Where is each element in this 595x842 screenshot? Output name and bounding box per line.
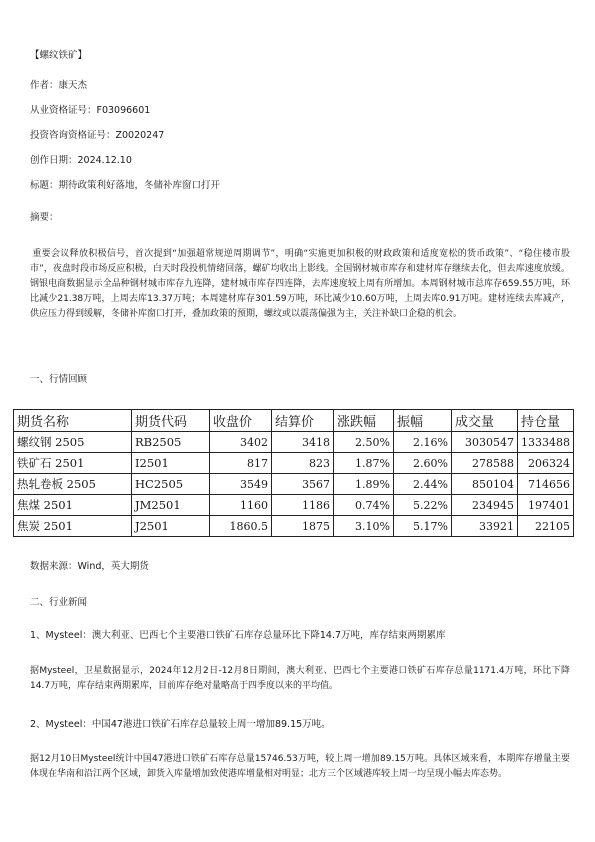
table-cell: 817 bbox=[210, 453, 272, 474]
table-cell: 3567 bbox=[272, 474, 334, 495]
table-cell: 1186 bbox=[272, 495, 334, 516]
table-cell: 3418 bbox=[272, 432, 334, 453]
table-cell: 2.44% bbox=[394, 474, 452, 495]
abstract-label: 摘要： bbox=[30, 212, 59, 223]
abstract-paragraph: 重要会议释放积极信号，首次提到“加强超常规逆周期调节”，明确“实施更加积极的财政政策和适度宽松的货币政策”、“稳住楼市股市”，夜盘时段市场反应积极，白天时段投机情绪回落，螺矿均收出上影线。全国钢材城市库存和建材库存继续去化，但去库速度放缓。钢银电商数据显示全品种钢材城市库存九连降，建材城市库存四连降，去库速度较上周有所增加。本周钢材城市总库存659.55万吨，环比减少21.38万吨，上周去库13.37万吨；本周建材库存301.59万吨，环比减少10.60万吨，上周去库0.91万吨。建材连续去库减产，供应压力得到缓解，冬储补库窗口打开，叠加政策的预期，螺纹或以震荡偏强为主，关注补缺口企稳的机会。 bbox=[30, 249, 570, 319]
column-header: 持仓量 bbox=[518, 410, 574, 432]
title-line: 标题：期待政策利好落地，冬储补库窗口打开 bbox=[30, 180, 221, 191]
table-cell: I2501 bbox=[132, 453, 210, 474]
table-header-row bbox=[14, 410, 574, 432]
column-header: 涨跌幅 bbox=[334, 410, 394, 432]
table-cell: 1160 bbox=[210, 495, 272, 516]
table-cell: 197401 bbox=[518, 495, 574, 516]
table-row bbox=[14, 474, 574, 495]
table-cell: 33921 bbox=[452, 516, 518, 537]
table-cell: RB2505 bbox=[132, 432, 210, 453]
table-row bbox=[14, 516, 574, 537]
table-cell: 1.89% bbox=[334, 474, 394, 495]
table-cell: 热轧卷板 2505 bbox=[14, 474, 132, 495]
table-cell: 5.17% bbox=[394, 516, 452, 537]
table-cell: HC2505 bbox=[132, 474, 210, 495]
table-cell: 206324 bbox=[518, 453, 574, 474]
news-2-body: 据12月10日Mysteel统计中国47港进口铁矿石库存总量15746.53万吨，较上周一增加89.15万吨。具体区域来看，本期库存增量主要体现在华南和沿江两个区域，卸货入库量增加致使港库增量相对明显；北方三个区域港库较上周一均呈现小幅去库态势。 bbox=[30, 754, 570, 779]
section-heading-market-review: 一、行情回顾 bbox=[30, 374, 88, 385]
table-cell: 0.74% bbox=[334, 495, 394, 516]
table-cell: 714656 bbox=[518, 474, 574, 495]
table-cell: 3.10% bbox=[334, 516, 394, 537]
qualification-line: 从业资格证号：F03096601 bbox=[30, 105, 151, 116]
column-header: 振幅 bbox=[394, 410, 452, 432]
date-line: 创作日期：2024.12.10 bbox=[30, 155, 132, 166]
table-cell: 278588 bbox=[452, 453, 518, 474]
table-cell: 3402 bbox=[210, 432, 272, 453]
table-row bbox=[14, 453, 574, 474]
table-cell: 1.87% bbox=[334, 453, 394, 474]
data-source-note: 数据来源：Wind，英大期货 bbox=[30, 561, 149, 572]
table-cell: 823 bbox=[272, 453, 334, 474]
table-row bbox=[14, 432, 574, 453]
advisory-qualification-line: 投资咨询资格证号：Z0020247 bbox=[30, 130, 165, 141]
table-cell: 2.16% bbox=[394, 432, 452, 453]
news-1-body: 据Mysteel，卫星数据显示，2024年12月2日-12月8日期间，澳大利亚、巴西七个主要港口铁矿石库存总量1171.4万吨，环比下降14.7万吨，库存结束两期累库，目前库存绝对量略高于四季度以来的平均值。 bbox=[30, 666, 570, 691]
table-row bbox=[14, 495, 574, 516]
table-cell: 22105 bbox=[518, 516, 574, 537]
table-cell: 2.60% bbox=[394, 453, 452, 474]
table-cell: 焦炭 2501 bbox=[14, 516, 132, 537]
column-header: 期货名称 bbox=[14, 410, 132, 432]
table-cell: 铁矿石 2501 bbox=[14, 453, 132, 474]
table-cell: 1875 bbox=[272, 516, 334, 537]
table-cell: J2501 bbox=[132, 516, 210, 537]
table-cell: JM2501 bbox=[132, 495, 210, 516]
table-cell: 1333488 bbox=[518, 432, 574, 453]
column-header: 收盘价 bbox=[210, 410, 272, 432]
author-line: 作者：康天杰 bbox=[30, 80, 88, 91]
column-header: 结算价 bbox=[272, 410, 334, 432]
news-2-title: 2、Mysteel：中国47港进口铁矿石库存总量较上周一增加89.15万吨。 bbox=[30, 719, 331, 730]
table-cell: 5.22% bbox=[394, 495, 452, 516]
futures-quote-table bbox=[13, 409, 574, 537]
table-cell: 3549 bbox=[210, 474, 272, 495]
table-cell: 1860.5 bbox=[210, 516, 272, 537]
table-cell: 234945 bbox=[452, 495, 518, 516]
news-1-title: 1、Mysteel：澳大利亚、巴西七个主要港口铁矿石库存总量环比下降14.7万吨，库存结束两期累库 bbox=[30, 630, 446, 641]
column-header: 期货代码 bbox=[132, 410, 210, 432]
table-cell: 3030547 bbox=[452, 432, 518, 453]
table-cell: 焦煤 2501 bbox=[14, 495, 132, 516]
section-heading-industry-news: 二、行业新闻 bbox=[30, 597, 88, 608]
table-cell: 螺纹钢 2505 bbox=[14, 432, 132, 453]
table-cell: 850104 bbox=[452, 474, 518, 495]
column-header: 成交量 bbox=[452, 410, 518, 432]
table-cell: 2.50% bbox=[334, 432, 394, 453]
section-tag: 【螺纹铁矿】 bbox=[30, 50, 88, 61]
